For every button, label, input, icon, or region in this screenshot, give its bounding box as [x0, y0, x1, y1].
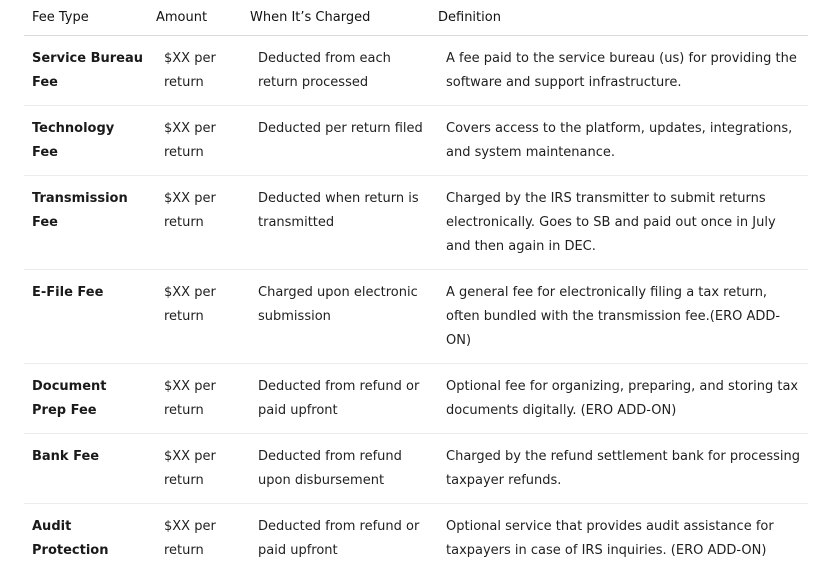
- when-charged-cell: Deducted from refund or paid upfront: [242, 504, 430, 573]
- amount-cell: $XX per return: [148, 364, 242, 434]
- fee-type-cell: Bank Fee: [24, 434, 148, 504]
- fee-table: [24, 0, 808, 573]
- when-charged-cell: Deducted per return filed: [242, 106, 430, 176]
- definition-cell: Charged by the refund settlement bank for processing taxpayer refunds.: [430, 434, 808, 504]
- fee-type-cell: E-File Fee: [24, 270, 148, 364]
- table-body: [24, 36, 808, 573]
- table-row: [24, 176, 808, 270]
- amount-cell: $XX per return: [148, 504, 242, 573]
- amount-cell: $XX per return: [148, 270, 242, 364]
- header-definition: Definition: [430, 0, 808, 36]
- fee-type-cell: Technology Fee: [24, 106, 148, 176]
- when-charged-cell: Deducted from each return processed: [242, 36, 430, 106]
- header-fee-type: Fee Type: [24, 0, 148, 36]
- header-amount: Amount: [148, 0, 242, 36]
- amount-cell: $XX per return: [148, 176, 242, 270]
- table-row: [24, 106, 808, 176]
- when-charged-cell: Deducted from refund or paid upfront: [242, 364, 430, 434]
- table-row: [24, 36, 808, 106]
- table-row: [24, 270, 808, 364]
- amount-cell: $XX per return: [148, 36, 242, 106]
- fee-type-cell: Document Prep Fee: [24, 364, 148, 434]
- fee-type-cell: Service Bureau Fee: [24, 36, 148, 106]
- when-charged-cell: Deducted from refund upon disbursement: [242, 434, 430, 504]
- header-row: [24, 0, 808, 36]
- definition-cell: Optional fee for organizing, preparing, and storing tax documents digitally. (ERO ADD-ON): [430, 364, 808, 434]
- definition-cell: A general fee for electronically filing a tax return, often bundled with the transmission fee.(ERO ADD-ON): [430, 270, 808, 364]
- table-row: [24, 364, 808, 434]
- fee-type-cell: Transmission Fee: [24, 176, 148, 270]
- definition-cell: Charged by the IRS transmitter to submit returns electronically. Goes to SB and paid out once in July and then again in DEC.: [430, 176, 808, 270]
- definition-cell: Covers access to the platform, updates, integrations, and system maintenance.: [430, 106, 808, 176]
- definition-cell: A fee paid to the service bureau (us) for providing the software and support infrastructure.: [430, 36, 808, 106]
- table-header: [24, 0, 808, 36]
- table-row: [24, 434, 808, 504]
- table-row: [24, 504, 808, 573]
- when-charged-cell: Charged upon electronic submission: [242, 270, 430, 364]
- definition-cell: Optional service that provides audit assistance for taxpayers in case of IRS inquiries. (ERO ADD-ON): [430, 504, 808, 573]
- fee-type-cell: Audit Protection: [24, 504, 148, 573]
- header-when-charged: When It’s Charged: [242, 0, 430, 36]
- when-charged-cell: Deducted when return is transmitted: [242, 176, 430, 270]
- amount-cell: $XX per return: [148, 106, 242, 176]
- amount-cell: $XX per return: [148, 434, 242, 504]
